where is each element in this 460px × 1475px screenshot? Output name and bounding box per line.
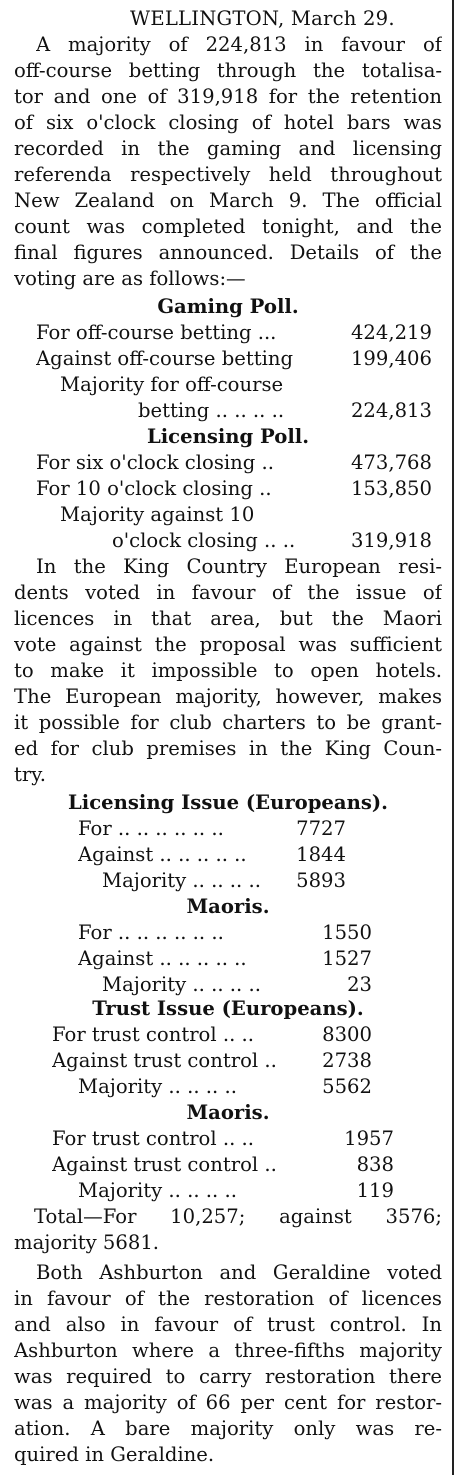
body-line: it possible for club charters to be grant-	[14, 711, 442, 734]
row-value: 8300	[322, 1023, 372, 1046]
row-label: Against .. .. .. .. ..	[78, 947, 247, 970]
intro-line: referenda respectively held throughout	[14, 163, 442, 186]
body-line: ed for club premises in the King Coun-	[14, 737, 442, 760]
licensing-poll-heading: Licensing Poll.	[146, 425, 310, 448]
table-row	[112, 528, 432, 554]
table-row	[52, 1022, 372, 1048]
row-label: For trust control .. ..	[52, 1127, 254, 1150]
total-line: Total—For 10,257; against 3576;	[34, 1205, 442, 1228]
row-value: 199,406	[350, 347, 432, 370]
row-label: For trust control .. ..	[52, 1023, 254, 1046]
dateline: WELLINGTON, March 29.	[130, 7, 395, 30]
row-label: Against trust control ..	[52, 1049, 277, 1072]
row-label: o'clock closing .. ..	[112, 529, 296, 552]
row-label: Against trust control ..	[52, 1153, 277, 1176]
intro-line: count was completed tonight, and the	[14, 215, 442, 238]
licensing-issue-europeans-heading: Licensing Issue (Europeans).	[68, 791, 388, 814]
total-line: majority 5681.	[14, 1231, 160, 1254]
body-line: In the King Country European resi-	[36, 555, 442, 578]
table-row	[102, 972, 372, 998]
row-value: 838	[356, 1153, 394, 1176]
table-row	[78, 920, 372, 946]
row-value: 473,768	[350, 451, 432, 474]
row-label: For .. .. .. .. .. ..	[78, 817, 224, 840]
row-label: Majority .. .. .. ..	[102, 869, 261, 892]
trust-issue-europeans-heading: Trust Issue (Europeans).	[92, 997, 364, 1020]
body-line: in favour of the restoration of licences	[14, 1287, 442, 1310]
intro-line: final figures announced. Details of the	[14, 241, 442, 264]
table-row	[78, 816, 346, 842]
row-label: Against .. .. .. .. ..	[78, 843, 247, 866]
table-row	[102, 868, 346, 894]
body-line: The European majority, however, makes	[14, 685, 442, 708]
row-value: 1957	[344, 1127, 394, 1150]
row-value: 7727	[296, 817, 346, 840]
licensing-issue-maoris-heading: Maoris.	[186, 895, 270, 918]
row-label: Majority for off-course	[60, 373, 284, 396]
table-row	[36, 450, 432, 476]
body-line: was a majority of 66 per cent for restor-	[14, 1391, 442, 1414]
trust-issue-maoris-heading: Maoris.	[186, 1101, 270, 1124]
intro-line: recorded in the gaming and licensing	[14, 137, 442, 160]
table-row	[52, 1152, 394, 1178]
body-line: to make it impossible to open hotels.	[14, 659, 442, 682]
body-line: vote against the proposal was sufficient	[14, 633, 442, 656]
body-line: and also in favour of trust control. In	[14, 1313, 442, 1336]
row-value: 2738	[322, 1049, 372, 1072]
row-label: For off-course betting ...	[36, 321, 277, 344]
body-line: Both Ashburton and Geraldine voted	[36, 1261, 442, 1284]
row-label: Majority against 10	[60, 503, 255, 526]
table-row	[78, 1178, 394, 1204]
row-label: For six o'clock closing ..	[36, 451, 275, 474]
table-row	[36, 320, 432, 346]
table-row	[36, 476, 432, 502]
table-row	[78, 842, 346, 868]
table-row	[60, 372, 432, 398]
body-line: dents voted in favour of the issue of	[14, 581, 442, 604]
row-label: For .. .. .. .. .. ..	[78, 921, 224, 944]
row-value: 224,813	[350, 399, 432, 422]
intro-line: New Zealand on March 9. The official	[14, 189, 442, 212]
table-row	[60, 502, 432, 528]
row-value: 1844	[296, 843, 346, 866]
body-line: ation. A bare majority only was re-	[14, 1417, 442, 1440]
body-line: Ashburton where a three-fifths majority	[14, 1339, 442, 1362]
body-line: licences in that area, but the Maori	[14, 607, 442, 630]
table-row	[78, 1074, 372, 1100]
body-line: try.	[14, 763, 46, 786]
intro-line: voting are as follows:—	[14, 267, 246, 290]
row-value: 1527	[322, 947, 372, 970]
intro-line: of six o'clock closing of hotel bars was	[14, 111, 442, 134]
row-value: 319,918	[350, 529, 432, 552]
row-value: 153,850	[350, 477, 432, 500]
body-line: quired in Geraldine.	[14, 1443, 215, 1466]
table-row	[78, 946, 372, 972]
row-value: 119	[356, 1179, 394, 1202]
row-label: Majority .. .. .. ..	[78, 1075, 237, 1098]
row-label: For 10 o'clock closing ..	[36, 477, 272, 500]
row-label: betting .. .. .. ..	[138, 399, 285, 422]
body-line: was required to carry restoration there	[14, 1365, 442, 1388]
table-row	[36, 346, 432, 372]
row-label: Majority .. .. .. ..	[102, 973, 261, 996]
row-value: 5893	[296, 869, 346, 892]
row-label: Majority .. .. .. ..	[78, 1179, 237, 1202]
intro-line: off-course betting through the totalisa-	[14, 59, 442, 82]
row-value: 424,219	[350, 321, 432, 344]
row-value: 1550	[322, 921, 372, 944]
row-label: Against off-course betting	[36, 347, 294, 370]
row-value: 5562	[322, 1075, 372, 1098]
row-value: 23	[347, 973, 372, 996]
gaming-poll-heading: Gaming Poll.	[157, 295, 299, 318]
intro-line: A majority of 224,813 in favour of	[36, 33, 442, 56]
table-row	[52, 1048, 372, 1074]
intro-line: tor and one of 319,918 for the retention	[14, 85, 442, 108]
table-row	[138, 398, 432, 424]
table-row	[52, 1126, 394, 1152]
